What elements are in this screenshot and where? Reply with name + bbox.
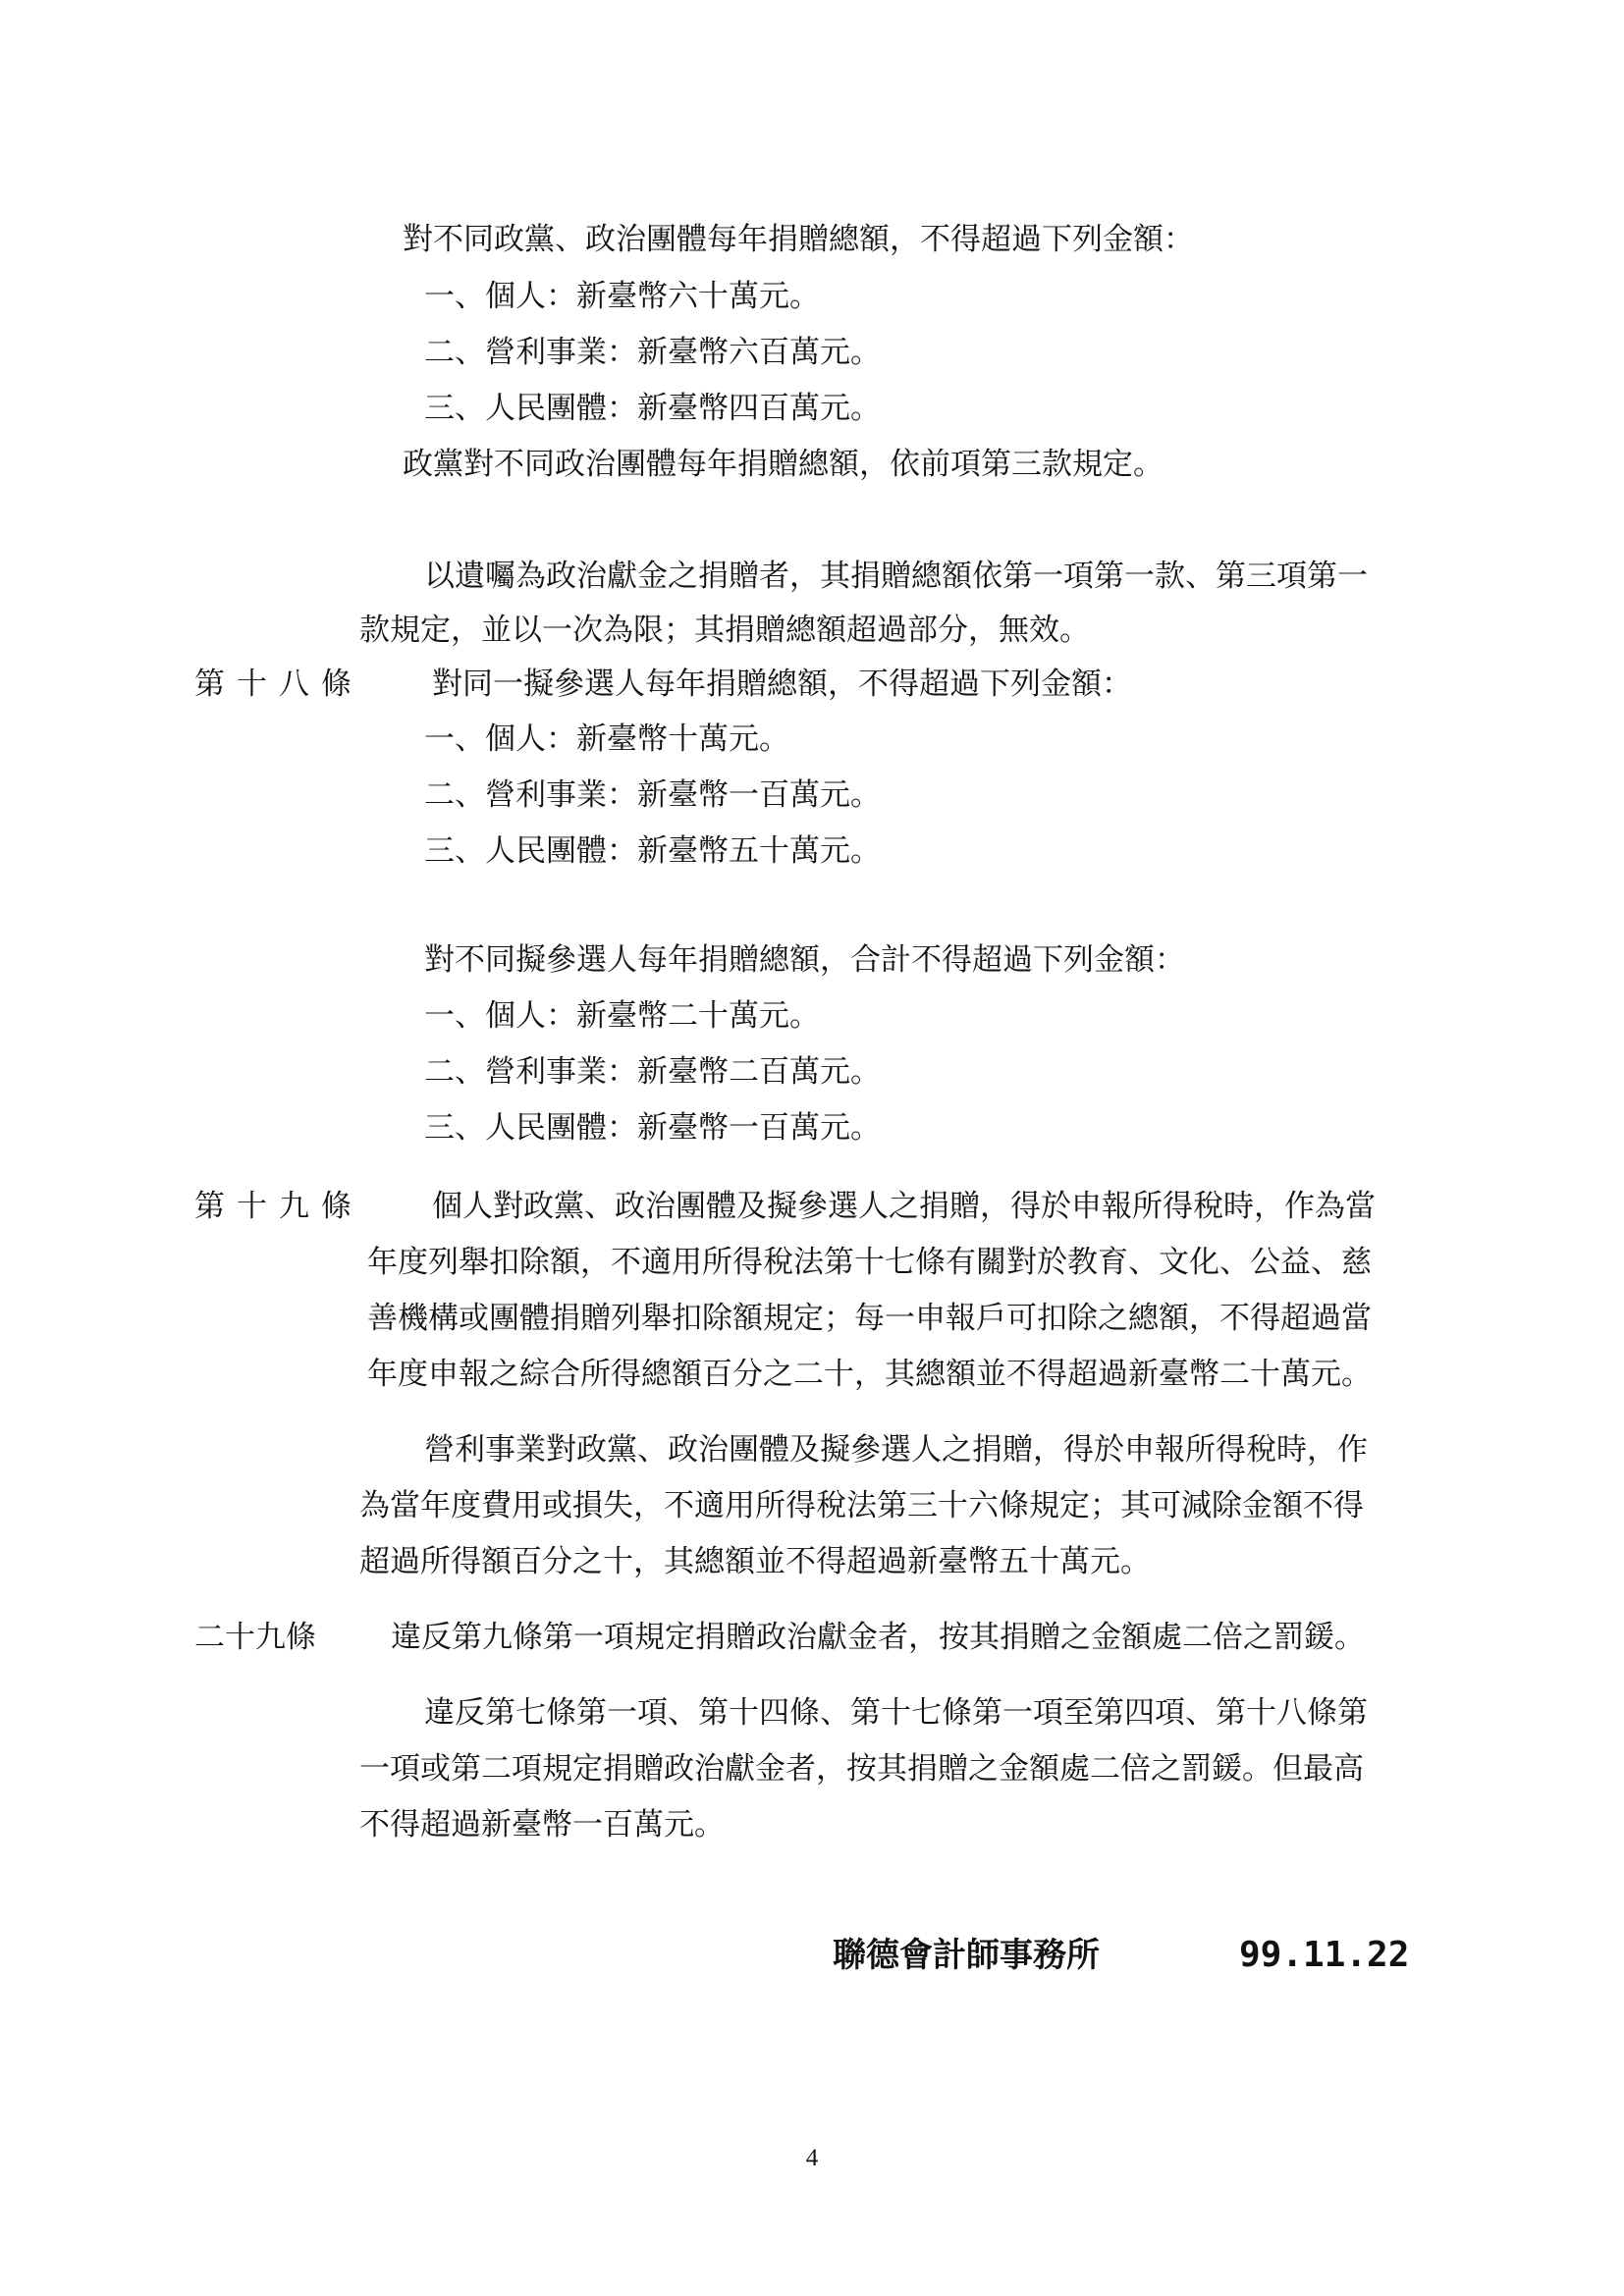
paragraph-text: 個人對政黨、政治團體及擬參選人之捐贈，得於申報所得稅時，作為當 [432, 1189, 1376, 1224]
paragraph-text: 營利事業對政黨、政治團體及擬參選人之捐贈，得於申報所得稅時，作 [424, 1432, 1368, 1468]
paragraph-text: 違反第九條第一項規定捐贈政治獻金者，按其捐贈之金額處二倍之罰鍰。 [391, 1620, 1365, 1655]
paragraph-text: 善機構或團體捐贈列舉扣除額規定；每一申報戶可扣除之總額，不得超過當 [367, 1301, 1372, 1336]
paragraph-text: 超過所得額百分之十，其總額並不得超過新臺幣五十萬元。 [359, 1544, 1151, 1579]
list-item: 三、人民團體：新臺幣四百萬元。 [424, 391, 881, 426]
paragraph-text: 為當年度費用或損失，不適用所得稅法第三十六條規定；其可減除金額不得 [359, 1488, 1364, 1523]
list-item: 二、營利事業：新臺幣六百萬元。 [424, 335, 881, 370]
paragraph-text: 違反第七條第一項、第十四條、第十七條第一項至第四項、第十八條第 [424, 1695, 1368, 1731]
paragraph-text: 對同一擬參選人每年捐贈總額，不得超過下列金額： [432, 667, 1132, 702]
list-item: 一、個人：新臺幣二十萬元。 [424, 998, 820, 1034]
paragraph-text: 年度列舉扣除額，不適用所得稅法第十七條有關對於教育、文化、公益、慈 [367, 1245, 1372, 1280]
date-text: 99.11.22 [1239, 1935, 1410, 1975]
page-number: 4 [805, 2145, 819, 2171]
article-label: 第十八條 [194, 667, 363, 702]
list-item: 一、個人：新臺幣六十萬元。 [424, 279, 820, 314]
article-label: 二十九條 [194, 1620, 316, 1655]
article-label: 第十九條 [194, 1189, 363, 1224]
paragraph-text: 以遺囑為政治獻金之捐贈者，其捐贈總額依第一項第一款、第三項第一 [424, 559, 1368, 594]
paragraph-text: 不得超過新臺幣一百萬元。 [359, 1807, 725, 1842]
paragraph-text: 政黨對不同政治團體每年捐贈總額，依前項第三款規定。 [403, 447, 1164, 482]
paragraph-text: 對不同擬參選人每年捐贈總額，合計不得超過下列金額： [424, 942, 1185, 978]
paragraph-text: 年度申報之綜合所得總額百分之二十，其總額並不得超過新臺幣二十萬元。 [367, 1357, 1372, 1392]
list-item: 二、營利事業：新臺幣一百萬元。 [424, 777, 881, 813]
paragraph-text: 對不同政黨、政治團體每年捐贈總額，不得超過下列金額： [403, 222, 1194, 257]
list-item: 三、人民團體：新臺幣一百萬元。 [424, 1110, 881, 1146]
list-item: 一、個人：新臺幣十萬元。 [424, 721, 789, 757]
list-item: 三、人民團體：新臺幣五十萬元。 [424, 833, 881, 869]
list-item: 二、營利事業：新臺幣二百萬元。 [424, 1054, 881, 1090]
paragraph-text: 一項或第二項規定捐贈政治獻金者，按其捐贈之金額處二倍之罰鍰。但最高 [359, 1751, 1364, 1787]
firm-name: 聯德會計師事務所 [833, 1936, 1100, 1975]
paragraph-text: 款規定，並以一次為限；其捐贈總額超過部分，無效。 [359, 613, 1090, 648]
